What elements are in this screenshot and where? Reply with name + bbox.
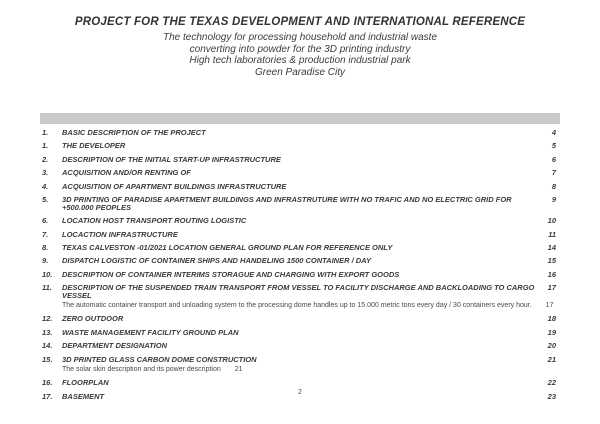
document-title: PROJECT FOR THE TEXAS DEVELOPMENT AND INTERNATIONAL REFERENCE: [74, 16, 526, 28]
toc-entry-title: FLOORPLAN: [62, 378, 109, 388]
toc-entry-number: 1.: [42, 128, 49, 137]
toc-entry-title: LOCATION HOST TRANSPORT ROUTING LOGISTIC: [62, 216, 247, 226]
toc-entry-note: [62, 366, 556, 373]
toc-entry-number: 14.: [42, 341, 53, 351]
toc-entry-page: 22: [547, 378, 556, 388]
toc-entry: [42, 271, 556, 279]
document-header: [0, 16, 600, 78]
toc-entry: [42, 129, 556, 137]
toc-entry-number: 13.: [42, 327, 53, 337]
toc-entry: [42, 329, 556, 337]
toc-entry-number: 15.: [42, 354, 53, 364]
document-subtitle-line: converting into powder for the 3D printing industry: [189, 43, 411, 55]
toc-entry: [42, 169, 556, 177]
toc-entry-title: WASTE MANAGEMENT FACILITY GROUND PLAN: [62, 327, 239, 337]
toc-entry-number: 10.: [42, 269, 53, 279]
toc-entry-page: 15: [547, 256, 556, 266]
toc-entry-number: 8.: [42, 242, 49, 252]
toc-entry: [42, 342, 556, 350]
toc-entry-page: 9: [551, 194, 556, 204]
toc-entry-title: BASEMENT: [62, 391, 105, 401]
toc-entry-title: TEXAS CALVESTON -01/2021 LOCATION GENERAL GROUND PLAN FOR REFERENCE ONLY: [62, 242, 393, 252]
toc-entry-number: 4.: [42, 181, 49, 191]
toc-entry-title: ACQUISITION AND/OR RENTING OF: [62, 168, 191, 178]
toc-entry-number: 17.: [42, 391, 53, 401]
toc-entry-title: BASIC DESCRIPTION OF THE PROJECT: [62, 128, 206, 137]
toc-entry-number: 12.: [42, 314, 53, 324]
toc-entry: [42, 142, 556, 150]
toc-entry-page: 14: [547, 242, 556, 252]
toc-entry-number: 6.: [42, 216, 49, 226]
toc-entry-page: 6: [551, 154, 556, 164]
toc-entry-note-page: 17: [545, 301, 554, 309]
toc-entry: [42, 379, 556, 387]
toc-entry-page: 23: [547, 391, 556, 401]
toc-entry: [42, 183, 556, 191]
toc-entry: [42, 196, 556, 212]
toc-entry-title: DESCRIPTION OF THE SUSPENDED TRAIN TRANSPORT FROM VESSEL TO FACILITY DISCHARGE AND BACKLOADING TO CARGO VESSEL: [62, 283, 535, 300]
toc-entry-title: DISPATCH LOGISTIC OF CONTAINER SHIPS AND HANDELING 1500 CONTAINER / DAY: [62, 256, 372, 266]
toc-entry-page: 20: [547, 341, 556, 351]
toc-entry-page: 21: [547, 354, 556, 364]
toc-entry: [42, 315, 556, 323]
toc-entry-note-text: The automatic container transport and unloading system to the processing dome handles up to 15.000 metric tons every day / 30 containers every hour.: [62, 301, 532, 309]
toc-entry-page: 10: [547, 216, 556, 226]
toc-entry-number: 9.: [42, 256, 49, 266]
toc-entry-title: ZERO OUTDOOR: [62, 314, 124, 324]
toc-entry-number: 11.: [42, 283, 52, 293]
toc-entry-title: DESCRIPTION OF THE INITIAL START-UP INFRASTRUCTURE: [62, 154, 281, 164]
toc-entry-title: THE DEVELOPER: [62, 141, 126, 151]
toc-entry-number: 3.: [42, 168, 49, 178]
toc-entry-page: 4: [551, 128, 556, 137]
toc-entry-note-page: 21: [234, 365, 243, 373]
table-of-contents: [42, 129, 556, 406]
toc-entry: [42, 156, 556, 164]
toc-entry: [42, 231, 556, 239]
toc-entry-number: 16.: [42, 378, 53, 388]
toc-entry-page: 8: [551, 181, 556, 191]
toc-entry-title: 3D PRINTED GLASS CARBON DOME CONSTRUCTION: [62, 354, 257, 364]
document-subtitle-line: High tech laboratories & production industrial park: [189, 55, 411, 67]
document-subtitle-line: Green Paradise City: [254, 66, 346, 78]
toc-entry-note: [62, 302, 556, 309]
toc-entry-title: DESCRIPTION OF CONTAINER INTERIMS STORAGUE AND CHARGING WITH EXPORT GOODS: [62, 269, 400, 279]
toc-entry-title: DEPARTMENT DESIGNATION: [62, 341, 168, 351]
toc-entry-page: 5: [551, 141, 556, 151]
toc-entry-page: 16: [547, 269, 556, 279]
toc-entry: [42, 217, 556, 225]
toc-entry: [42, 257, 556, 265]
toc-entry: [42, 284, 556, 300]
section-divider-bar: [40, 113, 560, 124]
toc-entry-page: 19: [547, 327, 556, 337]
toc-entry-number: 2.: [42, 154, 49, 164]
toc-entry: [42, 244, 556, 252]
document-subtitle-line: The technology for processing household and industrial waste: [162, 32, 438, 43]
toc-entry-page: 11: [548, 229, 556, 239]
toc-entry-page: 17: [547, 283, 556, 293]
toc-entry-page: 7: [551, 168, 556, 178]
toc-entry-number: 1.: [42, 141, 49, 151]
toc-entry-title: LOCACTION INFRASTRUCTURE: [62, 229, 178, 239]
toc-entry: [42, 356, 556, 364]
toc-entry-number: 5.: [42, 194, 49, 204]
toc-entry-title: ACQUISITION OF APARTMENT BUILDINGS INFRASTRUCTURE: [62, 181, 287, 191]
toc-entry-number: 7.: [42, 229, 49, 239]
footer-page-number: 2: [298, 389, 302, 396]
toc-entry-note-text: The solar skin description and its power description: [62, 365, 221, 373]
toc-entry-page: 18: [547, 314, 556, 324]
toc-entry-title: 3D PRINTING OF PARADISE APARTMENT BUILDINGS AND INFRASTRUTURE WITH NO TRAFIC AND NO ELECTRIC GRID FOR +500.000 PEOPLES: [62, 194, 512, 212]
